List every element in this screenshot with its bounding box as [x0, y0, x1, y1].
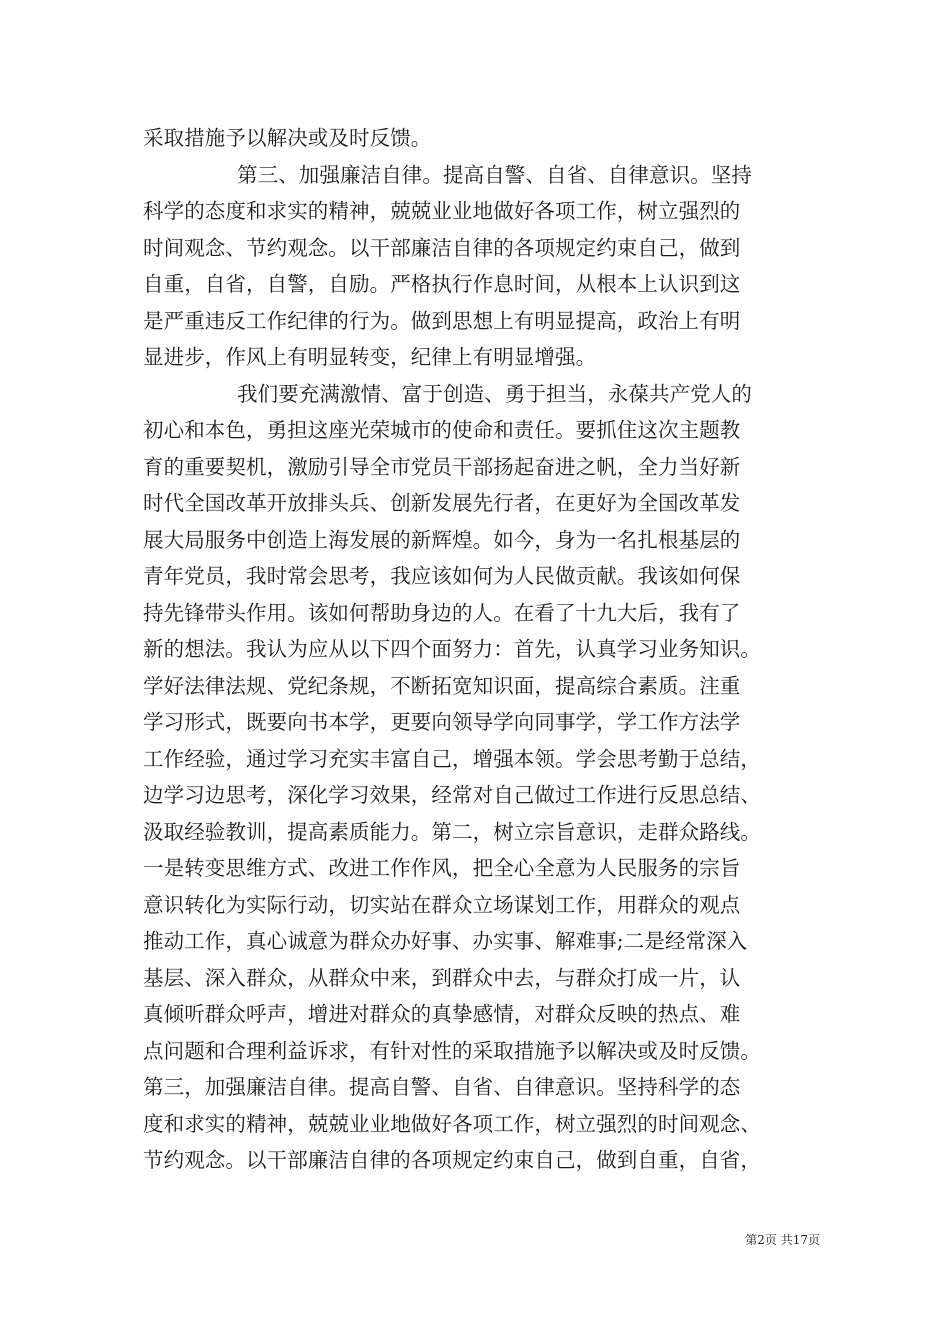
footer-total-pages: 17 [792, 1233, 808, 1247]
text-line: 持先锋带头作用。该如何帮助身边的人。在看了十九大后，我有了 [143, 600, 741, 625]
page-footer [680, 1232, 820, 1248]
text-line: 时间观念、节约观念。以干部廉洁自律的各项规定约束自己，做到 [143, 235, 741, 260]
text-line: 自重，自省，自警，自励。严格执行作息时间，从根本上认识到这 [143, 272, 741, 296]
text-line: 青年党员，我时常会思考，我应该如何为人民做贡献。我该如何保 [143, 564, 741, 588]
text-line: 采取措施予以解决或及时反馈。 [143, 126, 432, 150]
text-line: 初心和本色，勇担这座光荣城市的使命和责任。要抓住这次主题教 [143, 418, 741, 442]
text-line: 真倾听群众呼声，增进对群众的真挚感情，对群众反映的热点、难 [143, 1002, 741, 1026]
text-line: 学习形式，既要向书本学，更要向领导学向同事学，学工作方法学 [143, 710, 741, 734]
text-line: 工作经验，通过学习充实丰富自己，增强本领。学会思考勤于总结， [143, 746, 761, 771]
text-line: 汲取经验教训，提高素质能力。第二，树立宗旨意识，走群众路线。 [143, 819, 761, 844]
text-line: 第三，加强廉洁自律。提高自警、自省、自律意识。坚持科学的态 [143, 1075, 741, 1099]
text-line: 育的重要契机，激励引导全市党员干部扬起奋进之帆，全力当好新 [143, 454, 741, 479]
text-line: 时代全国改革开放排头兵、创新发展先行者，在更好为全国改革发 [143, 491, 741, 515]
text-line: 边学习边思考，深化学习效果，经常对自己做过工作进行反思总结、 [143, 783, 761, 807]
footer-prefix: 第 [745, 1233, 758, 1247]
footer-middle: 页 共 [764, 1233, 793, 1247]
text-line: 推动工作，真心诚意为群众办好事、办实事、解难事;二是经常深入 [143, 929, 748, 953]
paragraph-first-line: 我们要充满激情、富于创造、勇于担当，永葆共产党人的 [237, 381, 752, 406]
paragraph-first-line: 第三、加强廉洁自律。提高自警、自省、自律意识。坚持 [237, 162, 752, 187]
text-line: 意识转化为实际行动，切实站在群众立场谋划工作，用群众的观点 [143, 892, 741, 917]
text-line: 度和求实的精神，兢兢业业地做好各项工作，树立强烈的时间观念、 [143, 1111, 761, 1136]
text-line: 一是转变思维方式、改进工作作风，把全心全意为人民服务的宗旨 [143, 856, 741, 880]
body-text [143, 120, 823, 1179]
text-line: 是严重违反工作纪律的行为。做到思想上有明显提高，政治上有明 [143, 308, 741, 333]
footer-suffix: 页 [807, 1233, 820, 1247]
text-line: 基层、深入群众，从群众中来，到群众中去，与群众打成一片，认 [143, 965, 741, 990]
text-line: 节约观念。以干部廉洁自律的各项规定约束自己，做到自重，自省， [143, 1148, 761, 1172]
footer-current-page: 2 [757, 1233, 765, 1247]
text-line: 显进步，作风上有明显转变，纪律上有明显增强。 [143, 345, 597, 369]
text-line: 展大局服务中创造上海发展的新辉煌。如今，身为一名扎根基层的 [143, 527, 741, 552]
text-line: 点问题和合理利益诉求，有针对性的采取措施予以解决或及时反馈。 [143, 1038, 761, 1063]
text-line: 学好法律法规、党纪条规，不断拓宽知识面，提高综合素质。注重 [143, 673, 741, 698]
text-line: 科学的态度和求实的精神，兢兢业业地做好各项工作，树立强烈的 [143, 199, 741, 223]
text-line: 新的想法。我认为应从以下四个面努力：首先，认真学习业务知识。 [143, 637, 761, 661]
